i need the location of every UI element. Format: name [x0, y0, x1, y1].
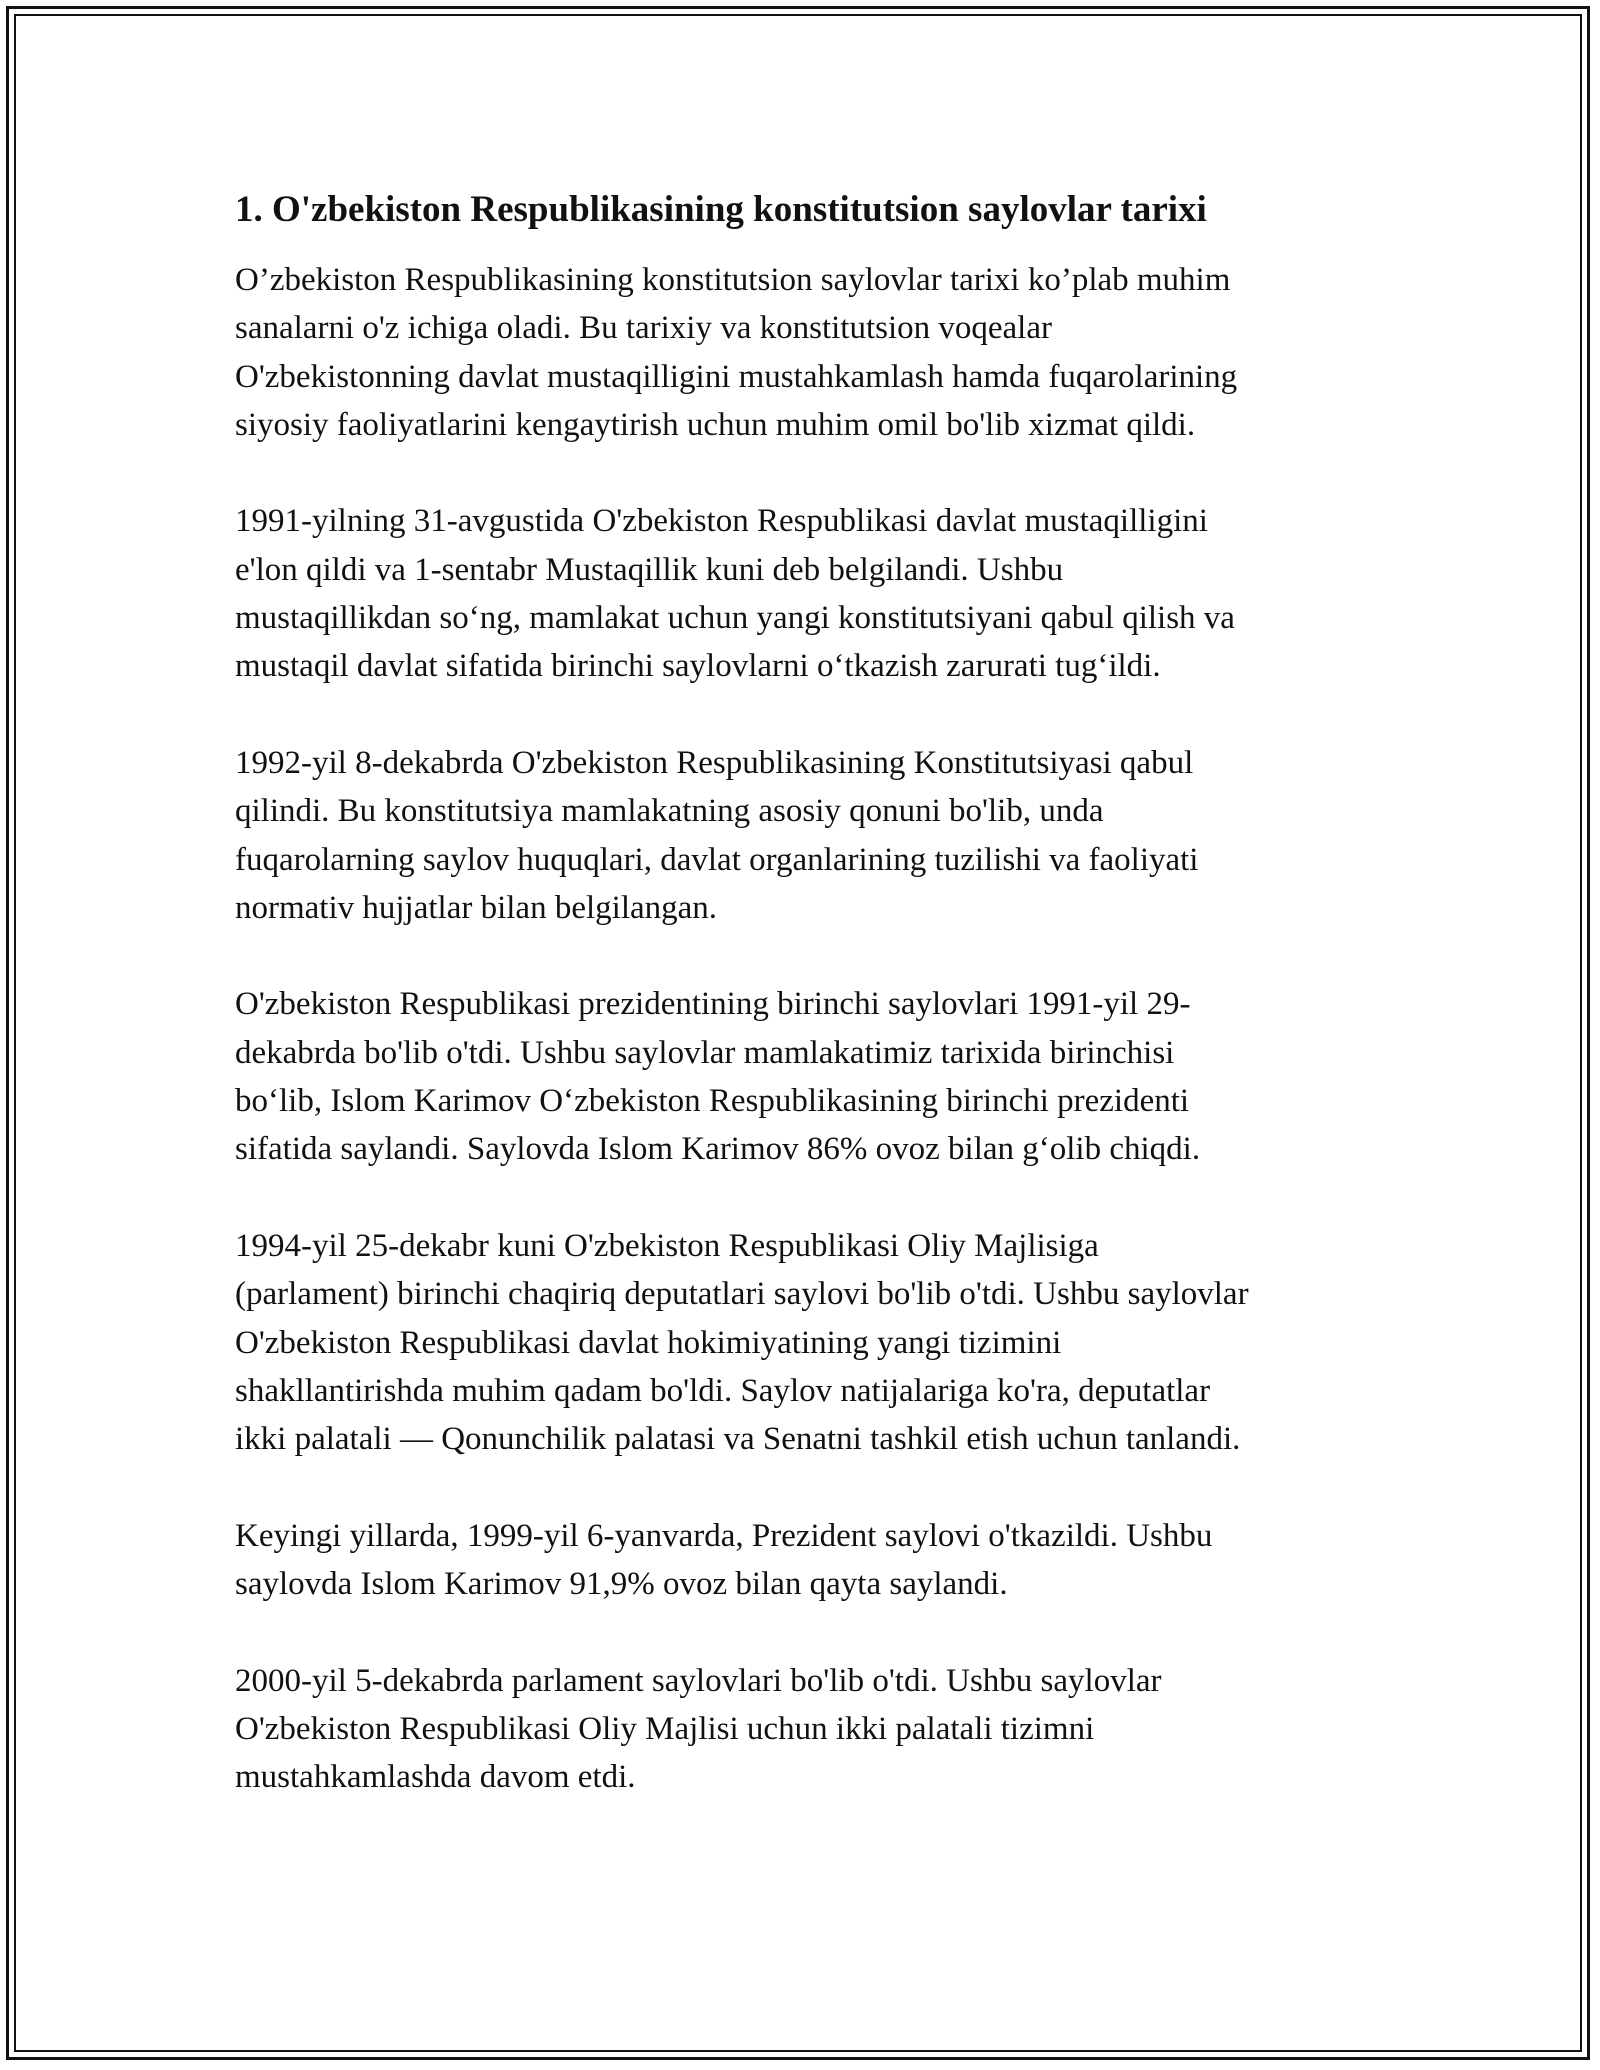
- paragraph-parliament-2000: 2000-yil 5-dekabrda parlament saylovlari bo'lib o'tdi. Ushbu saylovlar O'zbekiston Respublikasi Oliy Majlisi uchun ikki palatali tizimni mustahkamlashda davom etdi.: [235, 1662, 1162, 1796]
- paragraph-constitution-1992: 1992-yil 8-dekabrda O'zbekiston Respublikasining Konstitutsiyasi qabul qilindi. Bu konstitutsiya mamlakatning asosiy qonuni bo'lib, unda fuqarolarning saylov huquqlari, davlat organlarining tuzilishi va faoliyati normativ hujjatlar bilan belgilangan.: [235, 744, 1199, 926]
- paragraph-first-presidential-election: O'zbekiston Respublikasi prezidentining birinchi saylovlari 1991-yil 29- dekabrda bo'lib o'tdi. Ushbu saylovlar mamlakatimiz tarixida birinchisi bo‘lib, Islom Karimov O‘zbekiston Respublikasining birinchi prezidenti sifatida saylandi. Saylovda Islom Karimov 86% ovoz bilan g‘olib chiqdi.: [235, 986, 1201, 1168]
- paragraph-parliament-1994: 1994-yil 25-dekabr kuni O'zbekiston Respublikasi Oliy Majlisiga (parlament) birinchi chaqiriq deputatlari saylovi bo'lib o'tdi. Ushbu saylovlar O'zbekiston Respublikasi davlat hokimiyatining yangi tizimini shakllantirishda muhim qadam bo'ldi. Saylov natijalariga ko'ra, deputatlar ikki palatali — Qonunchilik palatasi va Senatni tashkil etish uchun tanlandi.: [235, 1227, 1249, 1458]
- document-body: [235, 186, 1375, 1850]
- paragraph-presidential-1999: Keyingi yillarda, 1999-yil 6-yanvarda, Prezident saylovi o'tkazildi. Ushbu saylovda Islom Karimov 91,9% ovoz bilan qayta saylandi.: [235, 1517, 1213, 1603]
- paragraph-independence-1991: 1991-yilning 31-avgustida O'zbekiston Respublikasi davlat mustaqilligini e'lon qildi va 1-sentabr Mustaqillik kuni deb belgilandi. Ushbu mustaqillikdan so‘ng, mamlakat uchun yangi konstitutsiyani qabul qilish va mustaqil davlat sifatida birinchi saylovlarni o‘tkazish zarurati tug‘ildi.: [235, 503, 1235, 685]
- paragraph-intro: O’zbekiston Respublikasining konstitutsion saylovlar tarixi ko’plab muhim sanalarni o'z ichiga oladi. Bu tarixiy va konstitutsion voqealar O'zbekistonning davlat mustaqilligini mustahkamlash hamda fuqarolarining siyosiy faoliyatlarini kengaytirish uchun muhim omil bo'lib xizmat qildi.: [235, 262, 1238, 443]
- section-heading: 1. O'zbekiston Respublikasining konstitutsion saylovlar tarixi: [235, 189, 1207, 230]
